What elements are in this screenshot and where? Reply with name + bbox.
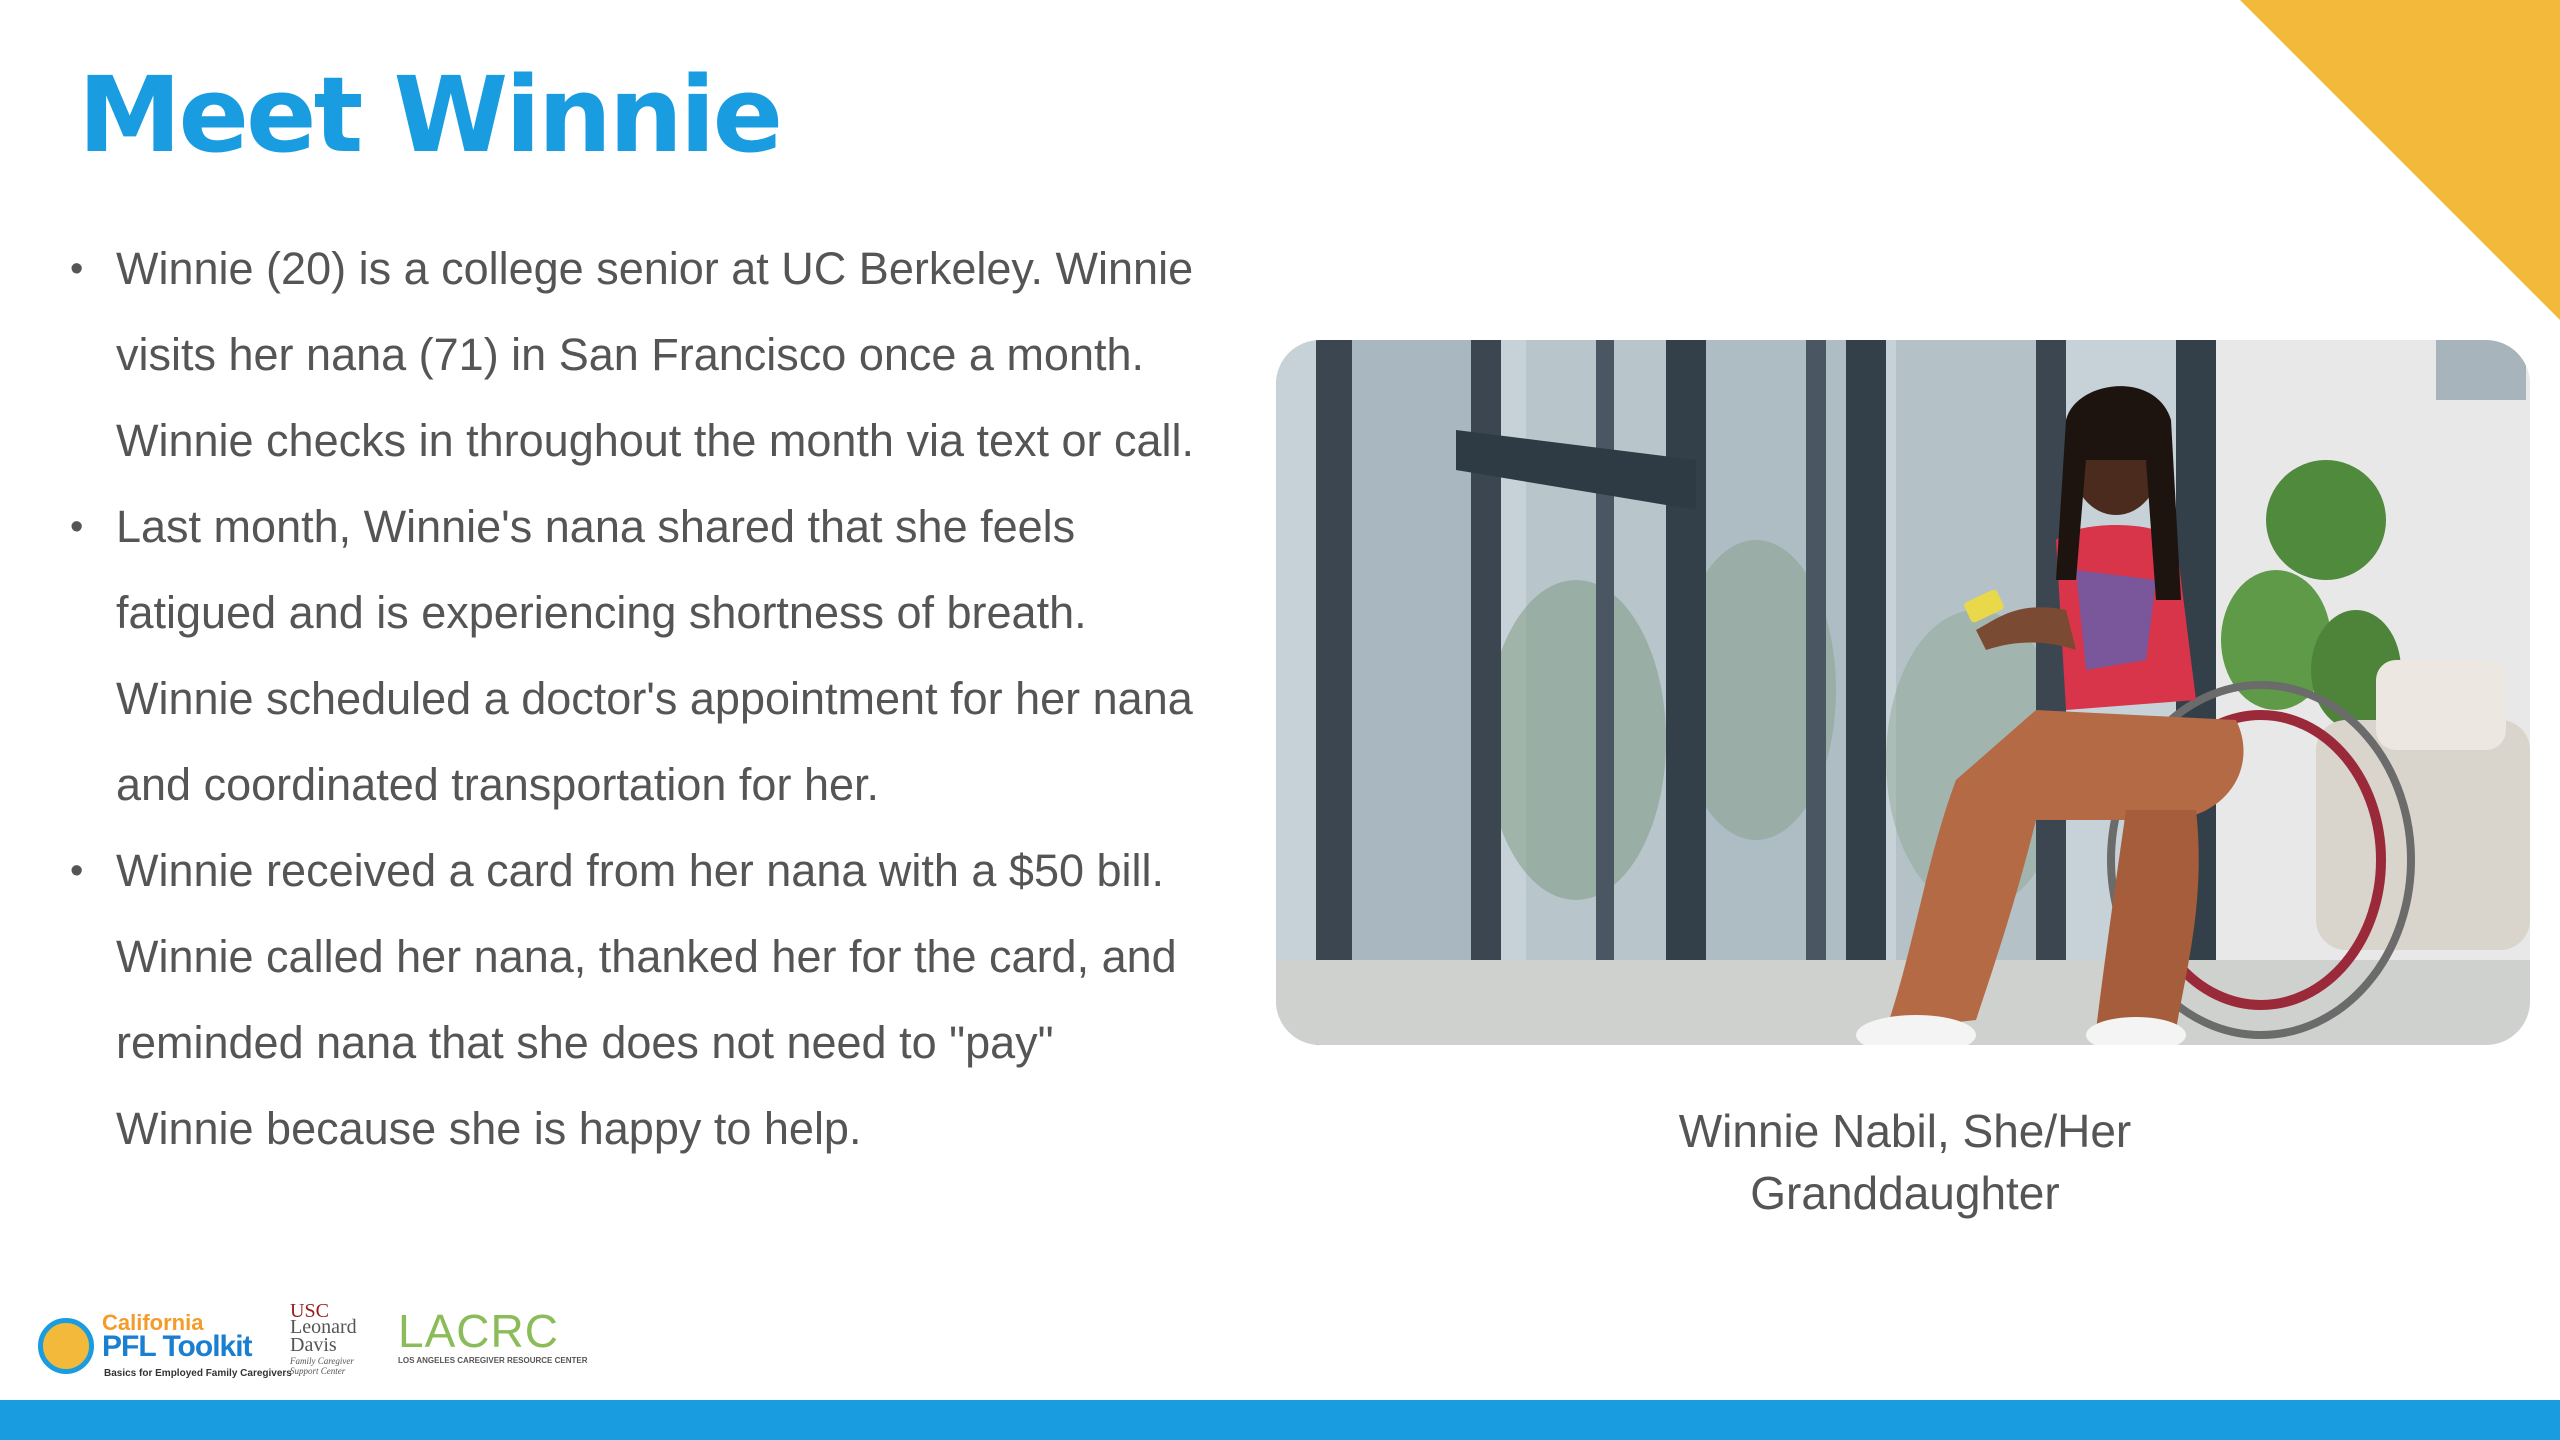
california-state-icon xyxy=(38,1318,94,1374)
usc-logo-line2: Leonard xyxy=(290,1316,357,1338)
bottom-accent-bar xyxy=(0,1400,2560,1440)
pfl-toolkit-logo xyxy=(38,1300,292,1384)
pfl-logo-line1: California xyxy=(102,1310,204,1335)
usc-leonard-davis-logo xyxy=(290,1300,370,1384)
lacrc-logo-subtitle: LOS ANGELES CAREGIVER RESOURCE CENTER xyxy=(398,1356,588,1365)
bullet-item-1: • Winnie (20) is a college senior at UC Berkeley. Winnie visits her nana (71) in San Francisco once a month. Winnie checks in throughout the month via text or call. xyxy=(70,226,1200,484)
pfl-logo-tagline: Basics for Employed Family Caregivers xyxy=(104,1368,292,1379)
bullet-item-3: • Winnie received a card from her nana with a $50 bill. Winnie called her nana, thanked her for the card, and reminded nana that she does not need to "pay" Winnie because she is happy to help. xyxy=(70,828,1200,1172)
lacrc-logo xyxy=(398,1304,588,1384)
slide-title: Meet Winnie xyxy=(78,54,781,176)
usc-logo-line3: Davis xyxy=(290,1334,337,1356)
bullet-item-2: • Last month, Winnie's nana shared that she feels fatigued and is experiencing shortness of breath. Winnie scheduled a doctor's appointment for her nana and coordinated transportation for her. xyxy=(70,484,1200,828)
caption-role: Granddaughter xyxy=(1750,1167,2060,1219)
bullet-list xyxy=(70,226,1200,1172)
winnie-photo xyxy=(1276,340,2530,1045)
caption-name-pronouns: Winnie Nabil, She/Her xyxy=(1678,1105,2132,1157)
usc-logo-line1: USC xyxy=(290,1300,329,1322)
lacrc-logo-name: LACRC xyxy=(398,1305,559,1357)
footer-logos xyxy=(38,1300,598,1384)
pfl-logo-line2: PFL Toolkit xyxy=(102,1330,252,1363)
corner-accent-triangle xyxy=(2240,0,2560,320)
usc-logo-tagline: Family Caregiver Support Center xyxy=(290,1356,354,1376)
photo-caption xyxy=(1560,1100,2250,1224)
